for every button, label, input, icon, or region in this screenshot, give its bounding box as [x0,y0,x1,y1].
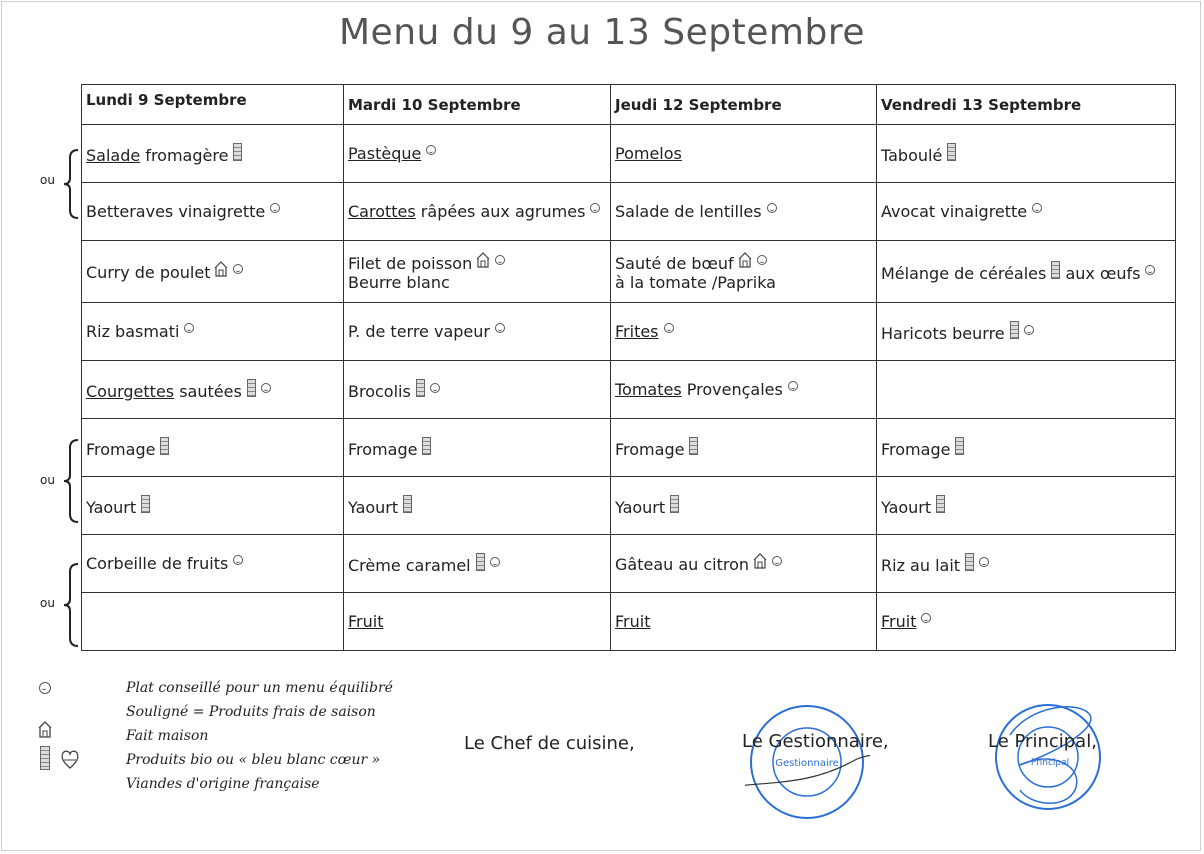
principal-signature-label: Le Principal, [988,731,1097,752]
dish-line [881,498,945,517]
dish-name: Gâteau au citron [615,555,750,574]
dish-name: Filet de poisson [348,253,473,273]
dish-name: Betteraves vinaigrette [86,202,266,221]
house-icon [476,252,490,268]
dish-line [615,498,679,517]
smile-icon [184,323,194,333]
smile-icon [1032,203,1042,213]
dish-name-seasonal: Fruit [348,612,384,631]
brace-entree [62,148,82,220]
dish-line [86,146,242,165]
dish-line [348,254,505,273]
bio-icon [403,495,412,513]
smile-icon [233,264,243,274]
menu-cell [82,125,344,183]
bio-icon [689,437,698,455]
dish-line [348,322,505,341]
menu-cell [344,361,611,419]
menu-row [82,361,1176,419]
dish-line [348,440,431,459]
day-header: Vendredi 13 Septembre [877,85,1176,125]
dish-name: Sauté de bœuf [615,253,734,273]
smile-icon [495,255,505,265]
dish-name-seasonal: Tomates [615,380,682,399]
menu-cell [877,477,1176,535]
menu-cell [82,593,344,651]
smile-icon [1145,265,1155,275]
dish-name: Riz au lait [881,555,961,575]
dish-name: Yaourt [881,497,932,517]
menu-table [81,84,1176,651]
brace-dessert [62,562,82,648]
smile-icon [767,203,777,213]
dish-line [86,440,169,459]
menu-cell [611,477,877,535]
menu-cell [82,183,344,241]
dish-name: Yaourt [86,497,137,517]
day-header: Mardi 10 Septembre [344,85,611,125]
bio-icon [947,143,956,161]
smile-icon [270,203,280,213]
legend-souligne: Souligné = Produits frais de saison [126,704,376,720]
legend-plat-conseille: Plat conseillé pour un menu équilibré [126,680,393,696]
ou-label-laitage: ou [40,473,55,487]
dish-name: râpées aux agrumes [415,202,586,221]
dish-line-2: Beurre blanc [348,272,450,292]
dish-name: Fromage [348,439,418,459]
brace-laitage [62,438,82,524]
dish-line [615,555,782,574]
menu-row [82,183,1176,241]
dish-name-seasonal: Courgettes [86,381,175,401]
dish-line [86,263,243,282]
dish-line [881,202,1042,221]
dish-name: sautées [174,381,242,401]
smile-icon [39,682,51,694]
dish-name: Haricots beurre [881,323,1005,343]
legend-fait-maison: Fait maison [126,728,209,744]
smile-icon [921,613,931,623]
bio-icon [965,553,974,571]
stamp-inner-principal: Principal [1030,758,1070,768]
menu-cell [611,419,877,477]
bio-icon [1051,261,1060,279]
dish-line [348,556,500,575]
dish-name: Avocat vinaigrette [881,202,1028,221]
menu-cell [611,361,877,419]
dish-name-seasonal: Salade [86,145,141,165]
dish-name: aux œufs [1060,263,1141,283]
dish-name: Fromage [615,439,685,459]
bio-icon [476,553,485,571]
dish-name-seasonal: Fruit [881,612,917,631]
smile-icon [430,383,440,393]
smile-icon [1024,325,1034,335]
ou-label-dessert: ou [40,596,55,610]
day-header: Lundi 9 Septembre [82,85,344,125]
dish-name-seasonal: Fruit [615,612,651,631]
smile-icon [233,555,243,565]
dish-name: Taboulé [881,145,943,165]
bio-icon [40,746,50,770]
house-icon [38,720,52,738]
dish-line [348,382,440,401]
dish-line [86,322,194,341]
bio-icon [247,379,256,397]
dish-line [86,202,280,221]
menu-cell [344,593,611,651]
menu-row [82,125,1176,183]
dish-name-seasonal: Pomelos [615,144,682,163]
dish-line [881,440,964,459]
menu-cell [877,419,1176,477]
dish-name: Provençales [681,380,783,399]
menu-row [82,593,1176,651]
chef-signature-label: Le Chef de cuisine, [464,733,635,754]
smile-icon [979,557,989,567]
dish-line [881,324,1034,343]
dish-name: Yaourt [615,497,666,517]
principal-stamp [990,695,1115,820]
house-icon [738,252,752,268]
bio-icon [422,437,431,455]
dish-line [86,498,150,517]
dish-name: Salade de lentilles [615,202,762,221]
menu-cell [82,361,344,419]
dish-line [615,144,682,163]
smile-icon [490,557,500,567]
dish-line-2: à la tomate /Paprika [615,272,776,292]
dish-name: Corbeille de fruits [86,554,229,573]
bio-icon [233,143,242,161]
dish-line [86,554,243,573]
smile-icon [261,383,271,393]
dish-line [348,612,383,631]
ou-label-entree: ou [40,173,55,187]
menu-cell [611,183,877,241]
menu-cell [344,535,611,593]
smile-icon [757,255,767,265]
menu-row [82,419,1176,477]
menu-cell [877,593,1176,651]
dish-name: Fromage [86,439,156,459]
menu-cell [344,477,611,535]
house-icon [753,553,767,569]
bio-icon [1010,321,1019,339]
smile-icon [664,323,674,333]
menu-cell [877,303,1176,361]
smile-icon [495,323,505,333]
dish-line [615,440,698,459]
dish-line [615,254,767,273]
menu-cell [82,477,344,535]
dish-name: P. de terre vapeur [348,322,490,341]
dish-name-seasonal: Carottes [348,202,416,221]
dish-name: Brocolis [348,381,411,401]
dish-line [881,612,931,631]
menu-cell [611,241,877,303]
smile-icon [772,556,782,566]
smile-icon [788,381,798,391]
menu-row [82,477,1176,535]
menu-cell [611,125,877,183]
dish-line [348,144,436,163]
bio-icon [955,437,964,455]
dish-line [881,146,956,165]
menu-cell [82,535,344,593]
menu-cell [344,183,611,241]
bio-icon [936,495,945,513]
bio-icon [670,495,679,513]
menu-cell [344,125,611,183]
bleu-blanc-coeur-icon [60,748,80,770]
house-icon [214,261,228,277]
legend-bio: Produits bio ou « bleu blanc cœur » [126,752,381,768]
bio-icon [160,437,169,455]
dish-line [615,380,798,399]
menu-cell [877,241,1176,303]
dish-line [615,612,650,631]
legend [126,676,393,796]
menu-cell [344,303,611,361]
smile-icon [426,145,436,155]
menu-cell [82,419,344,477]
day-header: Jeudi 12 Septembre [611,85,877,125]
dish-line [881,264,1155,283]
stamp-inner-gestionnaire: Gestionnaire [775,758,839,769]
dish-line [348,202,600,221]
dish-name: fromagère [140,145,229,165]
gestionnaire-signature-label: Le Gestionnaire, [742,731,889,752]
menu-row [82,535,1176,593]
legend-viandes: Viandes d'origine française [126,776,320,792]
menu-cell [82,303,344,361]
menu-row [82,303,1176,361]
dish-name-seasonal: Frites [615,322,659,341]
bio-icon [416,379,425,397]
gestionnaire-stamp [745,700,870,825]
menu-cell [877,361,1176,419]
dish-line [615,322,674,341]
dish-name: Fromage [881,439,951,459]
dish-name: Yaourt [348,497,399,517]
dish-line [348,498,412,517]
dish-name-seasonal: Pastèque [348,144,422,163]
bio-icon [141,495,150,513]
smile-icon [590,203,600,213]
menu-cell [344,419,611,477]
dish-name: Riz basmati [86,322,180,341]
dish-name: Crème caramel [348,555,471,575]
menu-cell [611,535,877,593]
dish-line [881,556,989,575]
dish-name: Mélange de céréales [881,263,1047,283]
dish-name: Curry de poulet [86,263,211,282]
dish-line [615,202,777,221]
menu-cell [611,303,877,361]
menu-cell [611,593,877,651]
menu-cell [877,125,1176,183]
menu-row [82,241,1176,303]
dish-line [86,382,271,401]
menu-cell [877,183,1176,241]
menu-cell [82,241,344,303]
menu-cell [877,535,1176,593]
day-header-row [82,85,1176,125]
menu-cell [344,241,611,303]
menu-title: Menu du 9 au 13 Septembre [338,12,865,53]
